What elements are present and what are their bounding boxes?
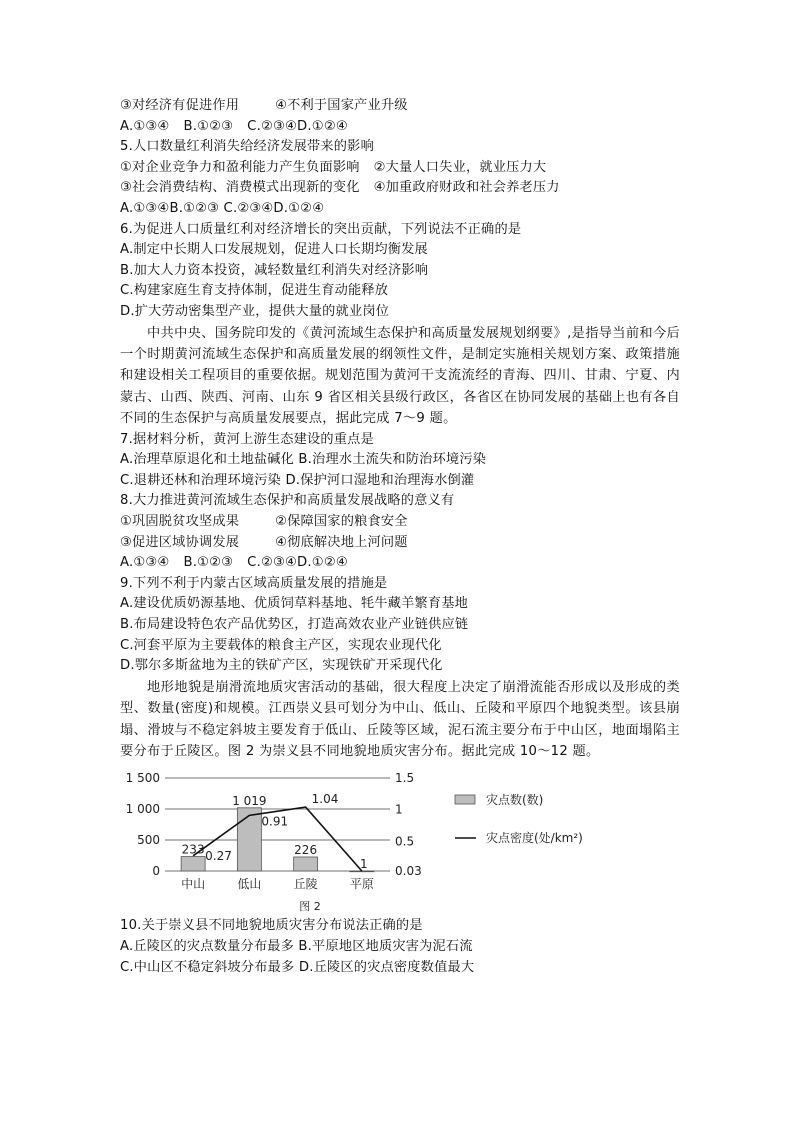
q10-stem: 10.关于崇义县不同地貌地质灾害分布说法正确的是 [120, 918, 423, 934]
bar-value-label: 226 [294, 843, 318, 858]
q8-options-row2 [120, 533, 680, 554]
q7-stem: 7.据材料分析，黄河上游生态建设的重点是 [120, 431, 374, 447]
q5-option-3: ③社会消费结构、消费模式出现新的变化 [120, 180, 360, 196]
q8-choices [120, 553, 680, 574]
left-tick-label: 1 500 [125, 771, 160, 786]
q5-option-1: ①对企业竞争力和盈利能力产生负面影响 [120, 159, 360, 175]
q4-choice-a: A.①③④ [120, 118, 170, 134]
q7-options-cd: C.退耕还林和治理环境污染 D.保护河口湿地和治理海水倒灌 [120, 472, 475, 488]
q10-options-ab: A.丘陵区的灾点数量分布最多 B.平原地区地质灾害为泥石流 [120, 938, 473, 954]
bar-丘陵 [294, 857, 318, 871]
right-tick-label: 1.5 [395, 771, 415, 786]
q8-option-3: ③促进区域协调发展 [120, 534, 240, 550]
line-value-label: 0.27 [205, 849, 232, 864]
q4-choice-b: B.①②③ [183, 118, 234, 134]
legend-bar-label: 灾点数(数) [486, 793, 544, 808]
q4-option-4: ④不利于国家产业升级 [275, 98, 408, 113]
line-value-label: 0.91 [261, 814, 289, 829]
q9-stem: 9.下列不利于内蒙古区域高质量发展的措施是 [120, 575, 388, 591]
q9-option-b: B.布局建设特色农产品优势区，打造高效农业产业链供应链 [120, 616, 469, 632]
q8-choice-a: A.①③④ [120, 555, 170, 571]
q8-option-1: ①巩固脱贫攻坚成果 [120, 513, 240, 529]
q5-stem: 5.人口数量红利消失给经济发展带来的影响 [120, 139, 374, 155]
q6-stem: 6.为促进人口质量红利对经济增长的突出贡献，下列说法不正确的是 [120, 221, 522, 237]
bar-value-label: 1 [360, 857, 368, 872]
q9-option-c: C.河套平原为主要载体的粮食主产区，实现农业现代化 [120, 637, 442, 653]
q8-stem: 8.大力推进黄河流域生态保护和高质量发展战略的意义有 [120, 493, 455, 509]
q9-option-a: A.建设优质奶源基地、优质饲草料基地、牦牛藏羊繁育基地 [120, 596, 469, 612]
right-tick-label: 0.03 [395, 864, 422, 879]
q6-option-a: A.制定中长期人口发展规划，促进人口长期均衡发展 [120, 242, 428, 258]
left-tick-label: 500 [137, 833, 160, 848]
q8-option-2: ②保障国家的粮食安全 [275, 513, 408, 529]
q4-options-row2 [120, 96, 680, 117]
q4-choice-d: D.①②④ [297, 118, 348, 134]
q8-option-4: ④彻底解决地上河问题 [275, 534, 408, 550]
bar-value-label: 1 019 [232, 794, 267, 809]
left-tick-label: 1 000 [125, 802, 160, 817]
bar-中山 [181, 857, 205, 871]
left-tick-label: 0 [152, 864, 160, 879]
q6-option-d: D.扩大劳动密集型产业，提供大量的就业岗位 [120, 303, 390, 319]
q8-choice-d: D.①②④ [297, 555, 348, 571]
category-label: 中山 [181, 877, 206, 892]
figure-2-chart [120, 768, 680, 916]
bar-平原 [350, 871, 374, 872]
legend-bar-swatch [455, 795, 475, 804]
q6-option-c: C.构建家庭生育支持体制，促进生育动能释放 [120, 283, 389, 299]
figure-caption: 图 2 [299, 900, 321, 914]
legend-line-label: 灾点密度(处/km²) [486, 831, 583, 846]
category-label: 平原 [349, 877, 374, 892]
q4-choices [120, 117, 680, 138]
category-label: 丘陵 [293, 877, 318, 892]
q7-options-ab: A.治理草原退化和土地盐碱化 B.治理水土流失和防治环境污染 [120, 452, 487, 468]
chart-svg [120, 768, 680, 916]
material-paragraph-chongyi: 地形地貌是崩滑流地质灾害活动的基础，很大程度上决定了崩滑流能否形成以及形成的类型、数量(密度)和规模。江西崇义县可划分为中山、低山、丘陵和平原四个地貌类型。该县崩塌、滑坡与不稳定斜坡主要发育于低山、丘陵等区域，泥石流主要分布于中山区，地面塌陷主要分布于丘陵区。图 2 为崇义县不同地貌地质灾害分布。据此完成 10～12 题。 [120, 679, 680, 759]
q8-choice-b: B.①②③ [183, 555, 234, 571]
bar-value-label: 233 [181, 842, 205, 857]
material-paragraph-yellow-river: 中共中央、国务院印发的《黄河流域生态保护和高质量发展规划纲要》,是指导当前和今后一个时期黄河流域生态保护和高质量发展的纲领性文件，是制定实施相关规划方案、政策措施和建设相关工程项目的重要依据。规划范围为黄河干支流流经的青海、四川、甘肃、宁夏、内蒙古、山西、陕西、河南、山东 9 省区相关县级行政区，各省区在协同发展的基础上也有各自不同的生态保护与高质量发展要点，据此完成 7～9 题。 [120, 325, 680, 427]
q5-option-2: ②大量人口失业，就业压力大 [373, 159, 547, 175]
category-label: 低山 [237, 877, 262, 892]
q9-option-d: D.鄂尔多斯盆地为主的铁矿产区，实现铁矿开采现代化 [120, 658, 443, 674]
q5-choices: A.①③④B.①②③ C.②③④D.①②④ [120, 200, 325, 216]
q5-options-row1 [120, 158, 680, 179]
q8-options-row1 [120, 512, 680, 533]
right-tick-label: 0.5 [395, 834, 415, 849]
q4-option-3: ③对经济有促进作用 [120, 98, 240, 113]
q10-options-cd: C.中山区不稳定斜坡分布最多 D.丘陵区的灾点密度数值最大 [120, 959, 475, 975]
bar-低山 [237, 808, 261, 871]
exam-page [120, 96, 680, 978]
q6-option-b: B.加大人力资本投资，减轻数量红利消失对经济影响 [120, 262, 429, 278]
right-tick-label: 1 [395, 802, 403, 817]
q8-choice-c: C.②③④ [247, 555, 298, 571]
q5-option-4: ④加重政府财政和社会养老压力 [373, 180, 560, 196]
q5-options-row2 [120, 178, 680, 199]
line-value-label: 1.04 [311, 792, 339, 807]
q4-choice-c: C.②③④ [247, 118, 298, 134]
